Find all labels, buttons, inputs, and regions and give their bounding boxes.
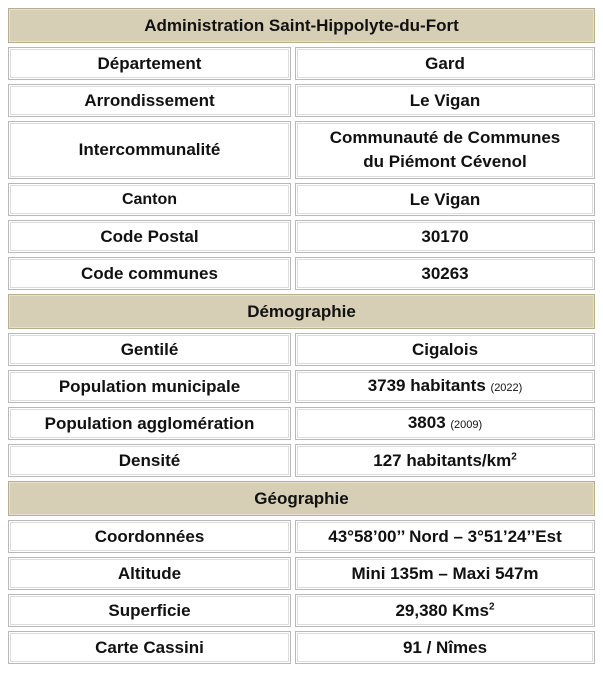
- table-row: [8, 333, 595, 366]
- row-label-intercommunalite: Intercommunalité: [8, 121, 291, 179]
- section-title-administration: Administration Saint-Hippolyte-du-Fort: [8, 8, 595, 43]
- table-row: [8, 557, 595, 590]
- row-label-densite: Densité: [8, 444, 291, 477]
- table-row: [8, 407, 595, 440]
- row-value-coordonnees: 43°58’00’’ Nord – 3°51’24’’Est: [295, 520, 595, 553]
- row-label-altitude: Altitude: [8, 557, 291, 590]
- section-header-row: [8, 8, 595, 43]
- row-label-gentile: Gentilé: [8, 333, 291, 366]
- row-label-departement: Département: [8, 47, 291, 80]
- row-value-population-agglomeration: [295, 407, 595, 440]
- row-value-altitude: Mini 135m – Maxi 547m: [295, 557, 595, 590]
- section-title-geographie: Géographie: [8, 481, 595, 516]
- table-row: [8, 520, 595, 553]
- row-value-superficie: [295, 594, 595, 627]
- row-label-population-agglomeration: Population agglomération: [8, 407, 291, 440]
- value-line-1: Communauté de Communes: [329, 128, 561, 147]
- densite-value: 127 habitants/km: [373, 450, 512, 470]
- table-row: [8, 444, 595, 477]
- table-row: [8, 631, 595, 664]
- row-value-code-postal: 30170: [295, 220, 595, 253]
- table-row: [8, 121, 595, 179]
- section-header-row: [8, 294, 595, 329]
- row-value-departement: Gard: [295, 47, 595, 80]
- table-row: [8, 84, 595, 117]
- row-label-superficie: Superficie: [8, 594, 291, 627]
- row-label-canton: Canton: [8, 183, 291, 216]
- densite-superscript: 2: [511, 450, 517, 462]
- row-label-population-municipale: Population municipale: [8, 370, 291, 403]
- superficie-superscript: 2: [489, 600, 495, 612]
- row-value-arrondissement: Le Vigan: [295, 84, 595, 117]
- table-row: [8, 594, 595, 627]
- row-value-intercommunalite: [295, 121, 595, 179]
- table-row: [8, 370, 595, 403]
- section-header-row: [8, 481, 595, 516]
- row-label-carte-cassini: Carte Cassini: [8, 631, 291, 664]
- population-year-note: (2022): [490, 381, 523, 394]
- section-title-demographie: Démographie: [8, 294, 595, 329]
- value-line-2: du Piémont Cévenol: [363, 152, 527, 171]
- row-label-code-communes: Code communes: [8, 257, 291, 290]
- row-value-code-communes: 30263: [295, 257, 595, 290]
- row-value-canton: Le Vigan: [295, 183, 595, 216]
- commune-info-table: [4, 4, 599, 668]
- table-row: [8, 220, 595, 253]
- row-label-code-postal: Code Postal: [8, 220, 291, 253]
- table-row: [8, 257, 595, 290]
- row-label-coordonnees: Coordonnées: [8, 520, 291, 553]
- row-value-population-municipale: [295, 370, 595, 403]
- population-value: 3739 habitants: [367, 375, 486, 395]
- superficie-value: 29,380 Kms: [395, 600, 490, 620]
- row-label-arrondissement: Arrondissement: [8, 84, 291, 117]
- agglomeration-year-note: (2009): [450, 418, 483, 431]
- table-row: [8, 47, 595, 80]
- row-value-gentile: Cigalois: [295, 333, 595, 366]
- row-value-densite: [295, 444, 595, 477]
- row-value-carte-cassini: 91 / Nîmes: [295, 631, 595, 664]
- table-row: [8, 183, 595, 216]
- agglomeration-value: 3803: [407, 412, 446, 432]
